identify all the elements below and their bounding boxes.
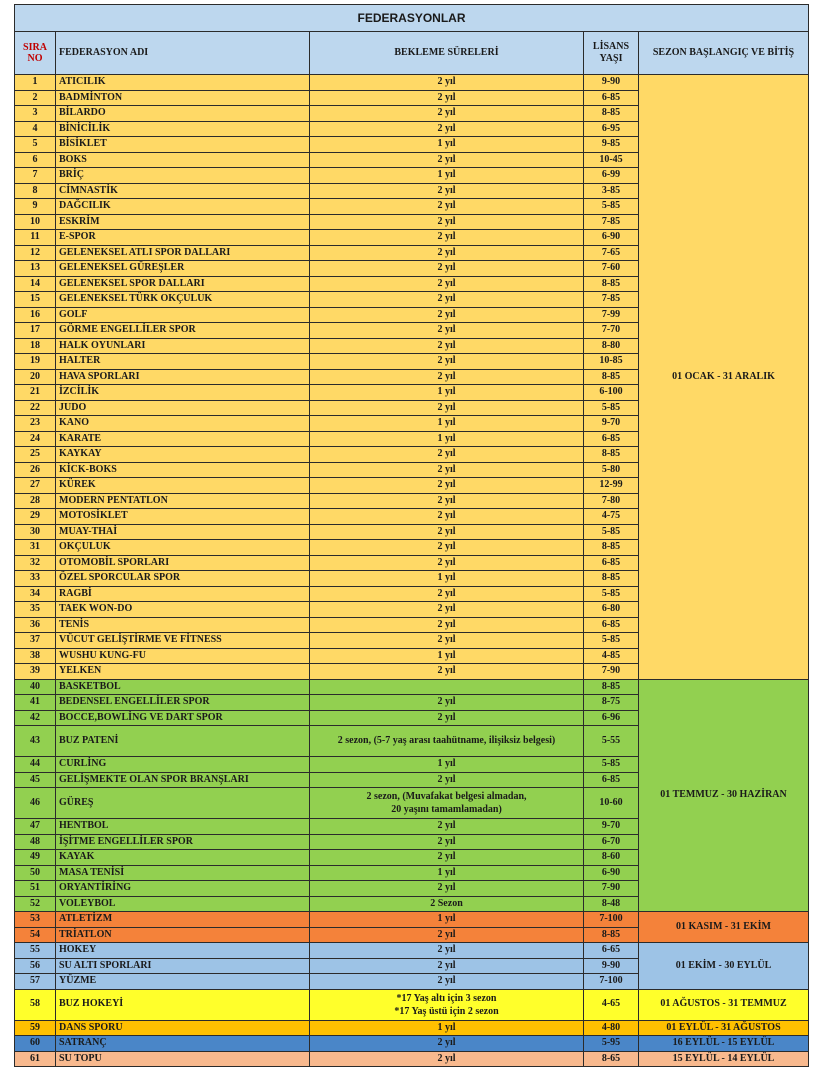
row-lisans-yasi: 8-85: [584, 106, 639, 122]
row-sira-no: 49: [15, 850, 56, 866]
row-bekleme-suresi: 2 yıl: [310, 974, 584, 990]
row-lisans-yasi: 7-90: [584, 881, 639, 897]
row-lisans-yasi: 9-90: [584, 958, 639, 974]
row-federasyon-adi: MOTOSİKLET: [56, 509, 310, 525]
row-lisans-yasi: 4-65: [584, 989, 639, 1020]
row-bekleme-suresi: 2 yıl: [310, 617, 584, 633]
table-title: FEDERASYONLAR: [15, 5, 809, 32]
row-bekleme-suresi: 2 yıl: [310, 369, 584, 385]
row-bekleme-suresi: 1 yıl: [310, 648, 584, 664]
row-bekleme-line: *17 Yaş üstü için 2 sezon: [394, 1005, 499, 1017]
row-sira-no: 61: [15, 1051, 56, 1067]
row-federasyon-adi: SU ALTI SPORLARI: [56, 958, 310, 974]
row-lisans-yasi: 8-48: [584, 896, 639, 912]
row-bekleme-suresi: 2 yıl: [310, 509, 584, 525]
row-lisans-yasi: 7-100: [584, 912, 639, 928]
row-lisans-yasi: 8-85: [584, 276, 639, 292]
row-federasyon-adi: CİMNASTİK: [56, 183, 310, 199]
row-lisans-yasi: 6-90: [584, 865, 639, 881]
row-bekleme-suresi: 2 yıl: [310, 75, 584, 91]
row-bekleme-suresi: 2 yıl: [310, 121, 584, 137]
row-sira-no: 35: [15, 602, 56, 618]
header-bekleme-sureleri: BEKLEME SÜRELERİ: [310, 32, 584, 75]
row-bekleme-suresi: 2 yıl: [310, 214, 584, 230]
row-bekleme-suresi: 2 yıl: [310, 90, 584, 106]
row-lisans-yasi: 5-95: [584, 1036, 639, 1052]
row-bekleme-suresi: 2 yıl: [310, 354, 584, 370]
row-federasyon-adi: GÜREŞ: [56, 788, 310, 819]
row-bekleme-suresi: 2 yıl: [310, 292, 584, 308]
row-federasyon-adi: GELENEKSEL GÜREŞLER: [56, 261, 310, 277]
row-bekleme-line: *17 Yaş altı için 3 sezon: [396, 992, 497, 1004]
row-sira-no: 23: [15, 416, 56, 432]
row-sira-no: 47: [15, 819, 56, 835]
row-federasyon-adi: VÜCUT GELİŞTİRME VE FİTNESS: [56, 633, 310, 649]
row-sira-no: 21: [15, 385, 56, 401]
row-sira-no: 41: [15, 695, 56, 711]
row-sira-no: 15: [15, 292, 56, 308]
row-sira-no: 37: [15, 633, 56, 649]
row-bekleme-suresi: 2 yıl: [310, 958, 584, 974]
row-sira-no: 57: [15, 974, 56, 990]
row-lisans-yasi: 4-80: [584, 1020, 639, 1036]
row-federasyon-adi: HALTER: [56, 354, 310, 370]
row-lisans-yasi: 8-85: [584, 369, 639, 385]
row-lisans-yasi: 7-85: [584, 214, 639, 230]
row-sira-no: 51: [15, 881, 56, 897]
row-bekleme-suresi: [310, 788, 584, 819]
season-cell: 01 EYLÜL - 31 AĞUSTOS: [639, 1020, 809, 1036]
row-bekleme-suresi: 2 yıl: [310, 602, 584, 618]
row-federasyon-adi: BİSİKLET: [56, 137, 310, 153]
row-bekleme-suresi: 2 yıl: [310, 462, 584, 478]
row-sira-no: 55: [15, 943, 56, 959]
row-federasyon-adi: MODERN PENTATLON: [56, 493, 310, 509]
row-bekleme-suresi: 2 yıl: [310, 230, 584, 246]
header-lisans-yasi: [584, 32, 639, 75]
header-federasyon-adi: FEDERASYON ADI: [56, 32, 310, 75]
row-sira-no: 50: [15, 865, 56, 881]
row-lisans-yasi: 6-100: [584, 385, 639, 401]
row-lisans-yasi: 6-65: [584, 943, 639, 959]
row-sira-no: 24: [15, 431, 56, 447]
row-sira-no: 6: [15, 152, 56, 168]
row-lisans-yasi: 10-85: [584, 354, 639, 370]
row-sira-no: 46: [15, 788, 56, 819]
row-sira-no: 9: [15, 199, 56, 215]
row-federasyon-adi: ÖZEL SPORCULAR SPOR: [56, 571, 310, 587]
row-bekleme-suresi: 2 yıl: [310, 447, 584, 463]
header-sira-no: [15, 32, 56, 75]
row-lisans-yasi: 6-85: [584, 431, 639, 447]
row-bekleme-suresi: 2 yıl: [310, 772, 584, 788]
row-sira-no: 48: [15, 834, 56, 850]
row-bekleme-suresi: 2 yıl: [310, 400, 584, 416]
row-federasyon-adi: KİCK-BOKS: [56, 462, 310, 478]
row-lisans-yasi: 5-85: [584, 400, 639, 416]
row-bekleme-suresi: 2 yıl: [310, 927, 584, 943]
row-sira-no: 59: [15, 1020, 56, 1036]
row-federasyon-adi: KAYAK: [56, 850, 310, 866]
row-lisans-yasi: 8-85: [584, 679, 639, 695]
row-bekleme-suresi: 2 yıl: [310, 850, 584, 866]
row-bekleme-suresi: 2 yıl: [310, 307, 584, 323]
row-bekleme-suresi: 2 yıl: [310, 261, 584, 277]
row-lisans-yasi: 6-85: [584, 772, 639, 788]
row-federasyon-adi: WUSHU KUNG-FU: [56, 648, 310, 664]
row-lisans-yasi: 6-85: [584, 90, 639, 106]
row-lisans-yasi: 6-85: [584, 555, 639, 571]
row-sira-no: 58: [15, 989, 56, 1020]
row-bekleme-suresi: 2 yıl: [310, 633, 584, 649]
row-federasyon-adi: BADMİNTON: [56, 90, 310, 106]
row-lisans-yasi: 5-85: [584, 586, 639, 602]
row-bekleme-suresi: 2 yıl: [310, 695, 584, 711]
row-lisans-yasi: 8-85: [584, 571, 639, 587]
row-federasyon-adi: GELENEKSEL TÜRK OKÇULUK: [56, 292, 310, 308]
row-bekleme-suresi: 2 yıl: [310, 276, 584, 292]
row-sira-no: 8: [15, 183, 56, 199]
row-bekleme-suresi: 2 yıl: [310, 664, 584, 680]
row-sira-no: 14: [15, 276, 56, 292]
row-sira-no: 2: [15, 90, 56, 106]
season-cell: 01 AĞUSTOS - 31 TEMMUZ: [639, 989, 809, 1020]
row-lisans-yasi: 10-60: [584, 788, 639, 819]
row-bekleme-suresi: [310, 679, 584, 695]
row-federasyon-adi: OTOMOBİL SPORLARI: [56, 555, 310, 571]
season-cell: 01 OCAK - 31 ARALIK: [639, 75, 809, 680]
row-federasyon-adi: BEDENSEL ENGELLİLER SPOR: [56, 695, 310, 711]
header-row: [15, 32, 809, 75]
table-row: [15, 75, 809, 91]
row-bekleme-line: 2 sezon, (Muvafakat belgesi almadan,: [366, 791, 527, 802]
row-lisans-yasi: 6-95: [584, 121, 639, 137]
row-lisans-yasi: 12-99: [584, 478, 639, 494]
row-bekleme-suresi: 2 yıl: [310, 183, 584, 199]
row-bekleme-suresi: 1 yıl: [310, 865, 584, 881]
row-federasyon-adi: TRİATLON: [56, 927, 310, 943]
table-row: [15, 943, 809, 959]
row-bekleme-suresi: 2 yıl: [310, 152, 584, 168]
row-sira-no: 40: [15, 679, 56, 695]
row-bekleme-suresi: 2 yıl: [310, 834, 584, 850]
row-sira-no: 16: [15, 307, 56, 323]
season-cell: 15 EYLÜL - 14 EYLÜL: [639, 1051, 809, 1067]
row-sira-no: 52: [15, 896, 56, 912]
header-lisans-line2: YAŞI: [599, 53, 623, 64]
row-bekleme-suresi: 2 yıl: [310, 338, 584, 354]
row-federasyon-adi: İŞİTME ENGELLİLER SPOR: [56, 834, 310, 850]
row-lisans-yasi: 5-80: [584, 462, 639, 478]
row-bekleme-suresi: 2 yıl: [310, 540, 584, 556]
row-bekleme-suresi: 1 yıl: [310, 385, 584, 401]
row-sira-no: 29: [15, 509, 56, 525]
table-row: [15, 1020, 809, 1036]
row-lisans-yasi: 6-96: [584, 710, 639, 726]
season-cell: 16 EYLÜL - 15 EYLÜL: [639, 1036, 809, 1052]
row-federasyon-adi: CURLİNG: [56, 757, 310, 773]
row-federasyon-adi: RAGBİ: [56, 586, 310, 602]
header-sira-line2: NO: [27, 53, 43, 64]
federations-sheet: [14, 4, 809, 1067]
row-federasyon-adi: GÖRME ENGELLİLER SPOR: [56, 323, 310, 339]
row-sira-no: 43: [15, 726, 56, 757]
row-sira-no: 26: [15, 462, 56, 478]
row-lisans-yasi: 7-60: [584, 261, 639, 277]
title-row: [15, 5, 809, 32]
row-sira-no: 32: [15, 555, 56, 571]
row-sira-no: 38: [15, 648, 56, 664]
row-bekleme-suresi: 1 yıl: [310, 168, 584, 184]
header-lisans-line1: LİSANS: [592, 40, 630, 52]
row-federasyon-adi: MASA TENİSİ: [56, 865, 310, 881]
row-bekleme-suresi: 2 yıl: [310, 1051, 584, 1067]
row-sira-no: 19: [15, 354, 56, 370]
row-bekleme-suresi: 2 yıl: [310, 943, 584, 959]
row-sira-no: 11: [15, 230, 56, 246]
row-sira-no: 5: [15, 137, 56, 153]
row-bekleme-suresi: 1 yıl: [310, 757, 584, 773]
row-sira-no: 25: [15, 447, 56, 463]
row-bekleme-line: 20 yaşını tamamlamadan): [391, 804, 502, 815]
row-bekleme-suresi: 1 yıl: [310, 912, 584, 928]
row-federasyon-adi: BRİÇ: [56, 168, 310, 184]
row-lisans-yasi: 5-85: [584, 524, 639, 540]
row-sira-no: 20: [15, 369, 56, 385]
row-federasyon-adi: BUZ HOKEYİ: [56, 989, 310, 1020]
row-federasyon-adi: SATRANÇ: [56, 1036, 310, 1052]
row-lisans-yasi: 8-85: [584, 927, 639, 943]
row-lisans-yasi: 9-70: [584, 416, 639, 432]
row-federasyon-adi: HENTBOL: [56, 819, 310, 835]
row-sira-no: 12: [15, 245, 56, 261]
season-cell: 01 EKİM - 30 EYLÜL: [639, 943, 809, 990]
row-federasyon-adi: BİNİCİLİK: [56, 121, 310, 137]
row-sira-no: 18: [15, 338, 56, 354]
header-sezon: SEZON BAŞLANGIÇ VE BİTİŞ: [639, 32, 809, 75]
row-lisans-yasi: 6-90: [584, 230, 639, 246]
row-sira-no: 33: [15, 571, 56, 587]
row-federasyon-adi: ORYANTİRİNG: [56, 881, 310, 897]
row-federasyon-adi: BASKETBOL: [56, 679, 310, 695]
row-bekleme-suresi: 1 yıl: [310, 571, 584, 587]
row-sira-no: 28: [15, 493, 56, 509]
row-federasyon-adi: OKÇULUK: [56, 540, 310, 556]
row-lisans-yasi: 7-70: [584, 323, 639, 339]
row-bekleme-suresi: 2 yıl: [310, 710, 584, 726]
row-sira-no: 1: [15, 75, 56, 91]
row-sira-no: 42: [15, 710, 56, 726]
row-lisans-yasi: 8-75: [584, 695, 639, 711]
row-lisans-yasi: 7-90: [584, 664, 639, 680]
table-body: [15, 5, 809, 1067]
row-federasyon-adi: TAEK WON-DO: [56, 602, 310, 618]
row-lisans-yasi: 8-60: [584, 850, 639, 866]
row-lisans-yasi: 9-90: [584, 75, 639, 91]
row-federasyon-adi: BUZ PATENİ: [56, 726, 310, 757]
table-row: [15, 1036, 809, 1052]
row-sira-no: 13: [15, 261, 56, 277]
row-federasyon-adi: KANO: [56, 416, 310, 432]
row-bekleme-suresi: 2 sezon, (5-7 yaş arası taahütname, ilişiksiz belgesi): [310, 726, 584, 757]
row-federasyon-adi: KAYKAY: [56, 447, 310, 463]
row-lisans-yasi: 9-70: [584, 819, 639, 835]
row-federasyon-adi: ATLETİZM: [56, 912, 310, 928]
row-bekleme-suresi: 2 yıl: [310, 106, 584, 122]
row-federasyon-adi: TENİS: [56, 617, 310, 633]
row-bekleme-suresi: 2 yıl: [310, 478, 584, 494]
row-lisans-yasi: 7-65: [584, 245, 639, 261]
row-federasyon-adi: KARATE: [56, 431, 310, 447]
row-sira-no: 30: [15, 524, 56, 540]
row-federasyon-adi: BİLARDO: [56, 106, 310, 122]
row-lisans-yasi: 6-85: [584, 617, 639, 633]
row-federasyon-adi: VOLEYBOL: [56, 896, 310, 912]
row-lisans-yasi: 5-85: [584, 633, 639, 649]
row-federasyon-adi: DAĞCILIK: [56, 199, 310, 215]
row-lisans-yasi: 7-85: [584, 292, 639, 308]
row-sira-no: 22: [15, 400, 56, 416]
row-bekleme-suresi: 2 yıl: [310, 199, 584, 215]
season-cell: 01 KASIM - 31 EKİM: [639, 912, 809, 943]
row-federasyon-adi: YELKEN: [56, 664, 310, 680]
row-sira-no: 44: [15, 757, 56, 773]
row-federasyon-adi: YÜZME: [56, 974, 310, 990]
row-lisans-yasi: 4-75: [584, 509, 639, 525]
row-federasyon-adi: İZCİLİK: [56, 385, 310, 401]
row-sira-no: 45: [15, 772, 56, 788]
row-bekleme-suresi: 2 yıl: [310, 1036, 584, 1052]
row-sira-no: 54: [15, 927, 56, 943]
row-lisans-yasi: 7-80: [584, 493, 639, 509]
row-sira-no: 3: [15, 106, 56, 122]
row-bekleme-suresi: 2 yıl: [310, 555, 584, 571]
row-federasyon-adi: GELİŞMEKTE OLAN SPOR BRANŞLARI: [56, 772, 310, 788]
row-sira-no: 4: [15, 121, 56, 137]
row-federasyon-adi: DANS SPORU: [56, 1020, 310, 1036]
row-sira-no: 27: [15, 478, 56, 494]
row-lisans-yasi: 8-65: [584, 1051, 639, 1067]
row-lisans-yasi: 8-85: [584, 447, 639, 463]
row-bekleme-suresi: 2 yıl: [310, 819, 584, 835]
row-bekleme-suresi: 1 yıl: [310, 416, 584, 432]
row-federasyon-adi: E-SPOR: [56, 230, 310, 246]
row-lisans-yasi: 3-85: [584, 183, 639, 199]
row-federasyon-adi: SU TOPU: [56, 1051, 310, 1067]
row-federasyon-adi: JUDO: [56, 400, 310, 416]
row-bekleme-suresi: 1 yıl: [310, 431, 584, 447]
row-sira-no: 60: [15, 1036, 56, 1052]
row-sira-no: 7: [15, 168, 56, 184]
row-bekleme-suresi: 2 yıl: [310, 524, 584, 540]
row-sira-no: 31: [15, 540, 56, 556]
row-sira-no: 17: [15, 323, 56, 339]
row-federasyon-adi: HALK OYUNLARI: [56, 338, 310, 354]
row-federasyon-adi: BOKS: [56, 152, 310, 168]
row-sira-no: 34: [15, 586, 56, 602]
row-lisans-yasi: 6-99: [584, 168, 639, 184]
table-row: [15, 912, 809, 928]
row-bekleme-suresi: 2 yıl: [310, 881, 584, 897]
row-lisans-yasi: 6-80: [584, 602, 639, 618]
row-federasyon-adi: GOLF: [56, 307, 310, 323]
row-federasyon-adi: HAVA SPORLARI: [56, 369, 310, 385]
row-bekleme-suresi: 2 yıl: [310, 245, 584, 261]
row-lisans-yasi: 9-85: [584, 137, 639, 153]
row-bekleme-suresi: 2 Sezon: [310, 896, 584, 912]
row-sira-no: 39: [15, 664, 56, 680]
row-bekleme-suresi: 2 yıl: [310, 586, 584, 602]
row-federasyon-adi: GELENEKSEL ATLI SPOR DALLARI: [56, 245, 310, 261]
row-sira-no: 56: [15, 958, 56, 974]
row-lisans-yasi: 5-85: [584, 199, 639, 215]
row-bekleme-suresi: 2 yıl: [310, 323, 584, 339]
row-bekleme-suresi: 1 yıl: [310, 1020, 584, 1036]
row-lisans-yasi: 4-85: [584, 648, 639, 664]
row-bekleme-suresi: 2 yıl: [310, 493, 584, 509]
row-lisans-yasi: 6-70: [584, 834, 639, 850]
header-sira-line1: SIRA: [23, 42, 47, 53]
row-federasyon-adi: ATICILIK: [56, 75, 310, 91]
federations-table: [14, 4, 809, 1067]
table-row: [15, 1051, 809, 1067]
row-sira-no: 53: [15, 912, 56, 928]
row-federasyon-adi: KÜREK: [56, 478, 310, 494]
table-row: [15, 989, 809, 1020]
row-bekleme-suresi: [310, 989, 584, 1020]
row-federasyon-adi: GELENEKSEL SPOR DALLARI: [56, 276, 310, 292]
row-lisans-yasi: 5-85: [584, 757, 639, 773]
season-cell: 01 TEMMUZ - 30 HAZİRAN: [639, 679, 809, 912]
row-lisans-yasi: 10-45: [584, 152, 639, 168]
row-federasyon-adi: MUAY-THAİ: [56, 524, 310, 540]
row-lisans-yasi: 8-85: [584, 540, 639, 556]
row-sira-no: 36: [15, 617, 56, 633]
row-sira-no: 10: [15, 214, 56, 230]
row-federasyon-adi: ESKRİM: [56, 214, 310, 230]
row-federasyon-adi: BOCCE,BOWLİNG VE DART SPOR: [56, 710, 310, 726]
row-lisans-yasi: 5-55: [584, 726, 639, 757]
table-row: [15, 679, 809, 695]
row-federasyon-adi: HOKEY: [56, 943, 310, 959]
row-lisans-yasi: 7-99: [584, 307, 639, 323]
row-bekleme-suresi: 1 yıl: [310, 137, 584, 153]
row-lisans-yasi: 8-80: [584, 338, 639, 354]
row-lisans-yasi: 7-100: [584, 974, 639, 990]
